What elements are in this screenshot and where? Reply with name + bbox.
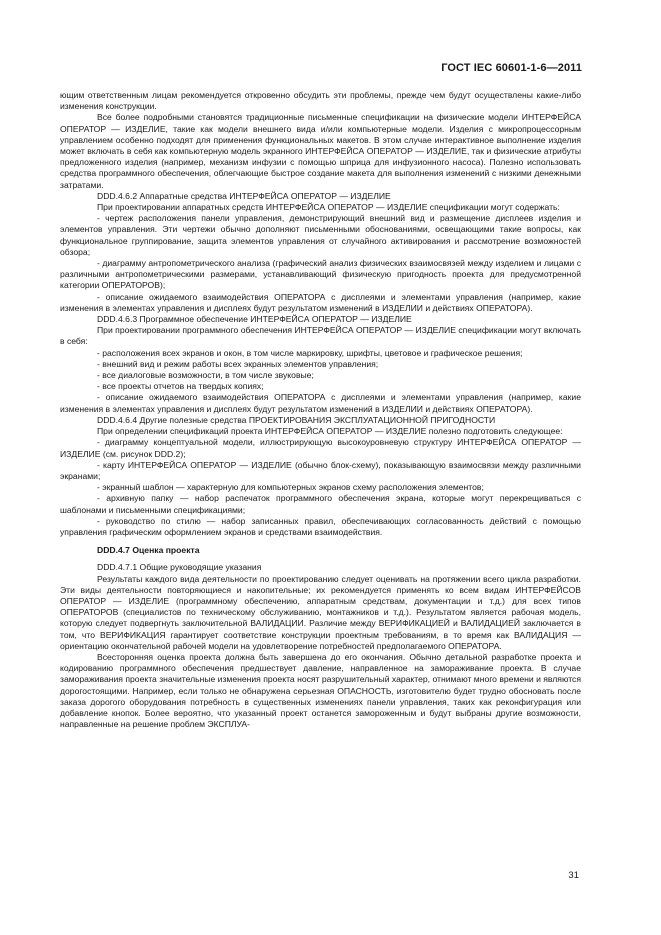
paragraph: Всесторонняя оценка проекта должна быть завершена до его окончания. Обычно детальной разработке проекта и кодированию программного обеспечения предшествует давление, направленное на замораживание проекта. В случае замораживания проекта значительные изменения проекта носят разрушительный характер, отнимают много времени и являются дорогостоящими. Например, если только не обнаружена серьезная ОПАСНОСТЬ, изготовителю будет трудно обосновать после заказа дорогого оборудования потребность в существенных изменениях панели управления, таких как реконфигурация или добавление кнопок. Более вероятно, что указанный проект останется замороженным и будут выбраны другие возможности, направленные на решение проблем ЭКСПЛУА- (60, 651, 582, 730)
paragraph: - расположения всех экранов и окон, в том числе маркировку, шрифты, цветовое и графическое решения; (97, 347, 523, 358)
paragraph: При проектировании программного обеспечения ИНТЕРФЕЙСА ОПЕРАТОР — ИЗДЕЛИЕ спецификации могут включать в себя: (60, 325, 581, 347)
paragraph: - карту ИНТЕРФЕЙСА ОПЕРАТОР — ИЗДЕЛИЕ (обычно блок-схему), показывающую взаимосвязи между различными экранами; (60, 459, 581, 481)
paragraph: DDD.4.7.1 Общие руководящие указания (97, 562, 262, 573)
standard-code-header: ГОСТ IEC 60601-1-6—2011 (441, 62, 582, 74)
paragraph: - внешний вид и режим работы всех экранных элементов управления; (97, 358, 379, 369)
paragraph: ющим ответственным лицам рекомендуется откровенно обсудить эти проблемы, прежде чем будут осуществлены какие-либо изменения конструкции. (60, 90, 581, 112)
paragraph: - описание ожидаемого взаимодействия ОПЕРАТОРА с дисплеями и элементами управления (например, какие изменения в элементах управления и дисплеях будут результатом изменений в ИЗДЕЛИИ и действиях ОПЕРАТОРА). (60, 392, 581, 414)
paragraph: - руководство по стилю — набор записанных правил, обеспечивающих согласованность действий с помощью управления графическим оформлением экранов и средствами взаимодействия. (60, 515, 581, 537)
paragraph: При проектировании аппаратных средств ИНТЕРФЕЙСА ОПЕРАТОР — ИЗДЕЛИЕ спецификации могут содержать: (97, 202, 560, 213)
paragraph: - диаграмму концептуальной модели, иллюстрирующую высокоуровневую структуру ИНТЕРФЕЙСА ОПЕРАТОР — ИЗДЕЛИЕ (см. рисунок DDD.2); (60, 437, 581, 459)
paragraph: DDD.4.6.2 Аппаратные средства ИНТЕРФЕЙСА ОПЕРАТОР — ИЗДЕЛИЕ (97, 190, 391, 201)
paragraph: - описание ожидаемого взаимодействия ОПЕРАТОРА с дисплеями и элементами управления (например, какие изменения в элементах управления и дисплеях будут результатом изменений в ИЗДЕЛИИ и действиях ОПЕРАТОРА). (60, 291, 581, 313)
paragraph: DDD.4.6.4 Другие полезные средства ПРОЕКТИРОВАНИЯ ЭКСПЛУАТАЦИОННОЙ ПРИГОДНОСТИ (97, 414, 496, 425)
paragraph: DDD.4.6.3 Программное обеспечение ИНТЕРФЕЙСА ОПЕРАТОР — ИЗДЕЛИЕ (97, 314, 412, 325)
page-number: 31 (568, 870, 579, 881)
document-body (60, 90, 581, 730)
paragraph: Все более подробными становятся традиционные письменные спецификации на физические модели ИНТЕРФЕЙСА ОПЕРАТОР — ИЗДЕЛИЕ, такие как модели внешнего вида и/или компьютерные модели. Изделия с микропроцессорным управлением особенно подходят для применения функциональных макетов. В этом случае интерактивное выполнение изделия может включать в себя как компьютерную модель экранного ИНТЕРФЕЙСА ОПЕРАТОР — ИЗДЕЛИЕ, так и физические атрибуты предложенного изделия (например, механизм инфузии с помощью шприца для инфузионного насоса). Полезно использовать средства программного обеспечения, облегчающие быстрое создание макета для выполнения изменений с низкими денежными затратами. (60, 112, 581, 190)
paragraph: При определении спецификаций проекта ИНТЕРФЕЙСА ОПЕРАТОР — ИЗДЕЛИЕ полезно подготовить следующее: (97, 426, 563, 437)
paragraph: - диаграмму антропометрического анализа (графический анализ физических взаимосвязей между изделием и лицами с различными антропометрическими размерами, устанавливающий физическую пригодность проекта для предусмотренной категории ОПЕРАТОРОВ); (60, 258, 581, 291)
paragraph: - экранный шаблон — характерную для компьютерных экранов схему расположения элементов; (97, 482, 484, 493)
paragraph: - все проекты отчетов на твердых копиях; (97, 381, 264, 392)
paragraph: - архивную папку — набор распечаток программного обеспечения экрана, которые могут перекрещиваться с шаблонами и письменными спецификациями; (60, 493, 581, 515)
paragraph: - все диалоговые возможности, в том числе звуковые; (97, 370, 314, 381)
paragraph: Результаты каждого вида деятельности по проектированию следует оценивать на протяжении всего цикла разработки. Эти виды деятельности повторяющиеся и накопительные; их рекомендуется применять ко всем видам ИНТЕРФЕЙСОВ ОПЕРАТОР — ИЗДЕЛИЕ (программному обеспечению, аппаратным средствам, документации и т.д.) для всех типов ОПЕРАТОРОВ (специалистов по техническому обслуживанию, монтажников и т.д.). Результатом является рабочая модель, которую следует подвергнуть заключительной ВАЛИДАЦИИ. Различие между ВЕРИФИКАЦИЕЙ и ВАЛИДАЦИЕЙ заключается в том, что ВЕРИФИКАЦИЯ гарантирует соответствие конструкции проектным требованиям, в то время как ВАЛИДАЦИЯ — ориентацию окончательной рабочей модели на удовлетворение потребностей предполагаемого ОПЕРАТОРА. (60, 573, 581, 651)
section-heading: DDD.4.7 Оценка проекта (97, 545, 200, 556)
paragraph: - чертеж расположения панели управления, демонстрирующий внешний вид и размещение дисплеев изделия и элементов управления. Эти чертежи обычно дополняют письменными обоснованиями, освещающими такие вопросы, как функциональное группирование, защита элементов управления от случайного активирования и рассмотрение возможностей обзора; (60, 213, 581, 257)
